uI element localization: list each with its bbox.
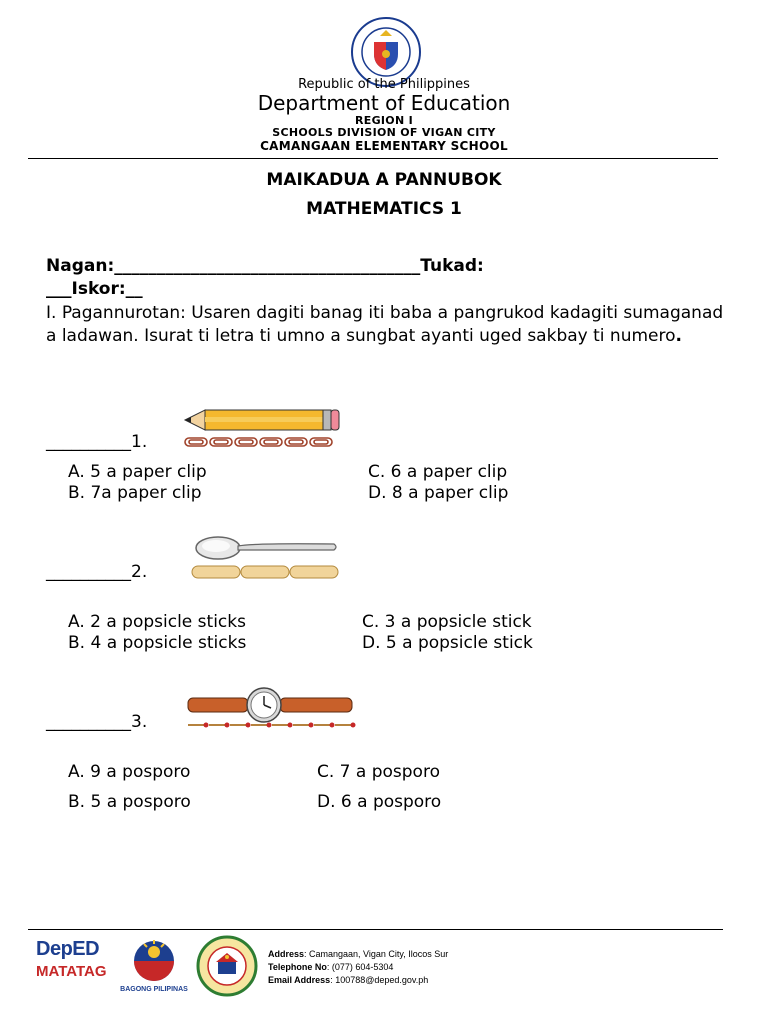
name-blank[interactable]: ____________________________________	[114, 256, 421, 276]
camangaan-school-seal-logo	[194, 935, 260, 997]
grade-label: Tukad:	[420, 256, 484, 276]
deped-logo-text: DepED	[36, 938, 100, 960]
email-label: Email Address	[268, 975, 331, 985]
question-3-number	[46, 712, 147, 732]
q3-option-d: D. 6 a posporo	[317, 792, 442, 812]
q2-option-d: D. 5 a popsicle stick	[362, 633, 533, 653]
score-label: Iskor:	[71, 279, 126, 299]
telephone-label: Telephone No	[268, 962, 327, 972]
telephone-value: : (077) 604-5304	[326, 962, 394, 972]
instructions-text: I. Pagannurotan: Usaren dagiti banag iti baba a pangrukod kadagiti sumaganad a ladawan. Isurat ti letra ti umno a sungbat ayanti uged sakbay ti numero	[46, 303, 724, 346]
q1-option-d: D. 8 a paper clip	[368, 483, 509, 503]
q3-option-b: B. 5 a posporo	[68, 792, 191, 812]
question-number: 2.	[131, 562, 148, 582]
department-text: Department of Education	[257, 91, 511, 115]
email-line	[268, 975, 428, 985]
q2-option-a: A. 2 a popsicle sticks	[68, 612, 246, 632]
answer-blank-3[interactable]: __________	[46, 712, 131, 732]
question-1-number	[46, 432, 147, 452]
question-number: 3.	[131, 712, 148, 732]
school-text: CAMANGAAN ELEMENTARY SCHOOL	[260, 139, 508, 153]
telephone-line	[268, 962, 393, 972]
q1-option-c: C. 6 a paper clip	[368, 462, 508, 482]
question-2-number	[46, 562, 147, 582]
address-value: : Camangaan, Vigan City, Ilocos Sur	[304, 949, 449, 959]
footer-divider	[28, 929, 723, 930]
wristwatch-icon	[186, 686, 356, 726]
header-divider	[28, 158, 718, 159]
test-subject: MATHEMATICS 1	[306, 199, 462, 219]
score-blank-prefix[interactable]: ___	[46, 279, 72, 299]
q1-option-b: B. 7a paper clip	[68, 483, 202, 503]
division-text: SCHOOLS DIVISION OF VIGAN CITY	[272, 126, 496, 139]
test-title: MAIKADUA A PANNUBOK	[266, 170, 502, 190]
name-field-line	[46, 256, 484, 276]
score-field-line	[46, 279, 143, 299]
spoon-icon	[194, 534, 339, 562]
bagong-pilipinas-logo	[122, 938, 186, 984]
q3-option-c: C. 7 a posporo	[317, 762, 440, 782]
score-blank[interactable]: __	[125, 279, 143, 299]
bagong-pilipinas-text: BAGONG PILIPINAS	[120, 986, 188, 993]
q3-option-a: A. 9 a posporo	[68, 762, 191, 782]
answer-blank-2[interactable]: __________	[46, 562, 131, 582]
instructions	[46, 302, 736, 348]
q1-option-a: A. 5 a paper clip	[68, 462, 207, 482]
matchstick-row-icon	[186, 721, 356, 729]
matatag-logo-text: MATATAG	[36, 963, 107, 980]
answer-blank-1[interactable]: __________	[46, 432, 131, 452]
popsicle-stick-row-icon	[191, 564, 341, 580]
name-label: Nagan:	[46, 256, 115, 276]
email-value: : 100788@deped.gov.ph	[330, 975, 429, 985]
republic-text: Republic of the Philippines	[298, 77, 470, 92]
address-line	[268, 949, 448, 959]
region-text: REGION I	[355, 114, 413, 127]
q2-option-b: B. 4 a popsicle sticks	[68, 633, 247, 653]
address-label: Address	[268, 949, 305, 959]
question-number: 1.	[131, 432, 148, 452]
deped-matatag-logo	[36, 938, 116, 996]
instructions-end: .	[675, 326, 682, 346]
paper-clip-row-icon	[183, 436, 339, 448]
q2-option-c: C. 3 a popsicle stick	[362, 612, 532, 632]
